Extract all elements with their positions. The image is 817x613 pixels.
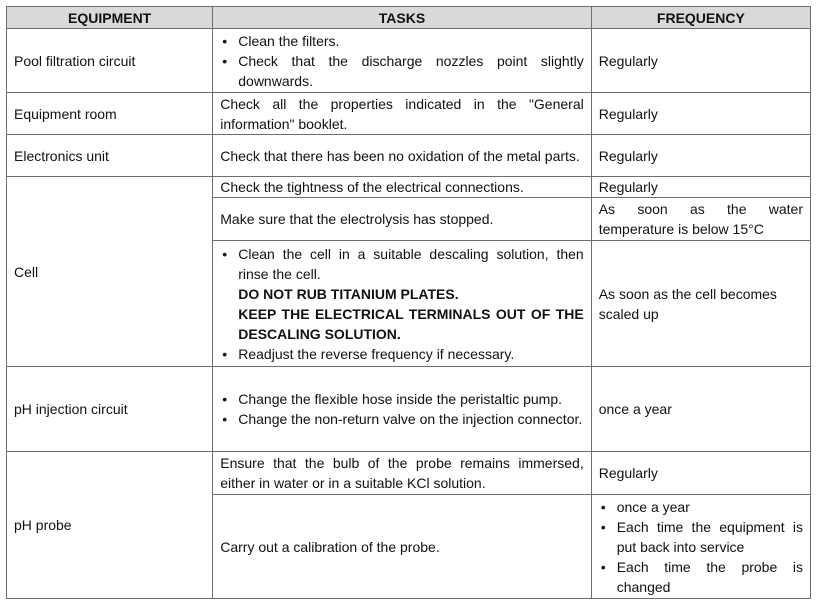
task-item: • Change the non-return valve on the injection connector. <box>220 409 583 429</box>
task-item: • Clean the cell in a suitable descaling solution, then rinse the cell. <box>220 244 583 284</box>
task-item: • Change the flexible hose inside the peristaltic pump. <box>220 389 583 409</box>
table-row <box>7 135 811 177</box>
equipment-cell: Cell <box>7 177 213 367</box>
header-row <box>7 7 811 29</box>
table-row <box>7 452 811 495</box>
task-item: • Check that the discharge nozzles point slightly downwards. <box>220 51 583 91</box>
frequency-cell: Regularly <box>591 135 810 177</box>
tasks-cell: Check all the properties indicated in the "General information" booklet. <box>213 93 591 135</box>
tasks-cell <box>213 29 591 93</box>
task-list <box>220 31 583 91</box>
header-equipment: EQUIPMENT <box>7 7 213 29</box>
tasks-cell <box>213 241 591 367</box>
header-frequency: FREQUENCY <box>591 7 810 29</box>
maintenance-table <box>6 6 811 599</box>
warning-text: DO NOT RUB TITANIUM PLATES. <box>238 285 459 302</box>
table-row <box>7 93 811 135</box>
table-row <box>7 177 811 198</box>
frequency-item: • Each time the equipment is put back into service <box>599 517 803 557</box>
frequency-cell: Regularly <box>591 29 810 93</box>
equipment-cell: Electronics unit <box>7 135 213 177</box>
tasks-cell <box>213 367 591 452</box>
table-row <box>7 367 811 452</box>
tasks-cell: Check that there has been no oxidation of the metal parts. <box>213 135 591 177</box>
task-item: • Readjust the reverse frequency if necessary. <box>220 344 583 364</box>
table-row <box>7 29 811 93</box>
frequency-cell: once a year <box>591 367 810 452</box>
frequency-list <box>599 497 803 597</box>
frequency-cell: Regularly <box>591 452 810 495</box>
header-tasks: TASKS <box>213 7 591 29</box>
task-list <box>220 244 583 284</box>
frequency-cell: Regularly <box>591 93 810 135</box>
warning-text: KEEP THE ELECTRICAL TERMINALS OUT OF THE DESCALING SOLUTION. <box>238 305 584 342</box>
frequency-item: • once a year <box>599 497 803 517</box>
task-list <box>220 389 583 429</box>
equipment-cell: Pool filtration circuit <box>7 29 213 93</box>
frequency-cell: Regularly <box>591 177 810 198</box>
frequency-cell: As soon as the water temperature is below 15°C <box>591 198 810 241</box>
equipment-cell: pH injection circuit <box>7 367 213 452</box>
task-item: • Clean the filters. <box>220 31 583 51</box>
tasks-cell: Make sure that the electrolysis has stopped. <box>213 198 591 241</box>
tasks-cell: Check the tightness of the electrical connections. <box>213 177 591 198</box>
frequency-cell: As soon as the cell becomes scaled up <box>591 241 810 367</box>
tasks-cell: Carry out a calibration of the probe. <box>213 495 591 599</box>
tasks-cell: Ensure that the bulb of the probe remains immersed, either in water or in a suitable KCl solution. <box>213 452 591 495</box>
frequency-cell <box>591 495 810 599</box>
task-list <box>220 344 583 364</box>
equipment-cell: Equipment room <box>7 93 213 135</box>
equipment-cell: pH probe <box>7 452 213 599</box>
frequency-item: • Each time the probe is changed <box>599 557 803 597</box>
